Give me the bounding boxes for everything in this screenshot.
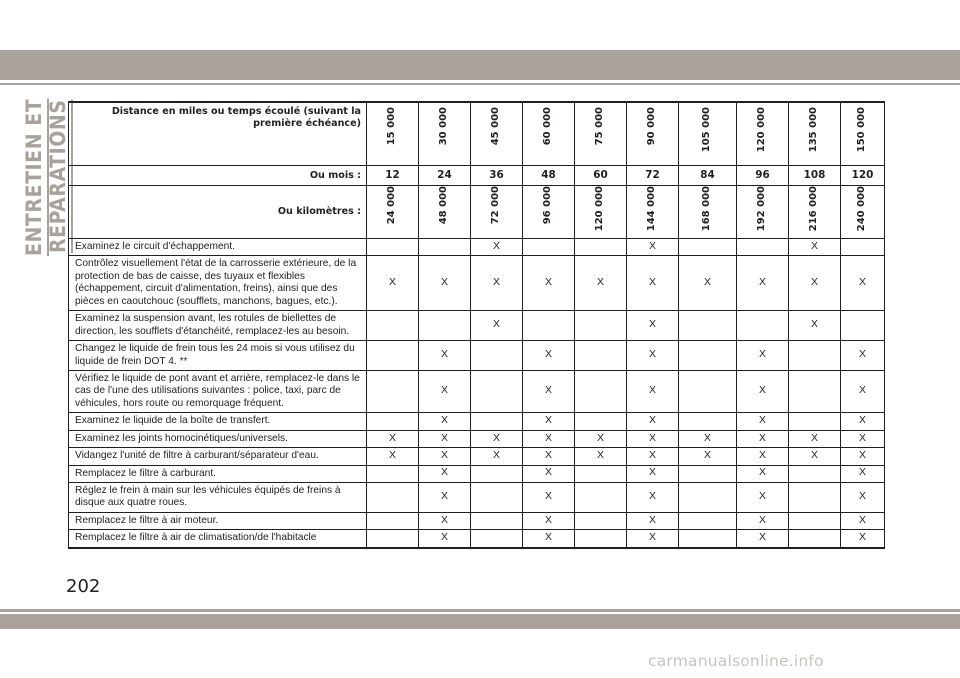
schedule-mark: X [737, 512, 789, 529]
schedule-mark [575, 311, 627, 341]
maintenance-schedule-table [68, 101, 885, 549]
schedule-mark: X [841, 530, 885, 548]
table-row [69, 370, 885, 412]
schedule-mark: X [471, 311, 523, 341]
schedule-mark [471, 512, 523, 529]
schedule-mark: X [737, 448, 789, 465]
schedule-mark: X [367, 430, 419, 447]
task-description: Changez le liquide de frein tous les 24 mois si vous utilisez du liquide de frein DOT 4. ** [69, 341, 367, 371]
schedule-mark [471, 413, 523, 430]
table-row [69, 483, 885, 513]
schedule-mark: X [523, 465, 575, 482]
schedule-mark: X [627, 311, 679, 341]
schedule-mark [789, 370, 841, 412]
task-description: Examinez le circuit d'échappement. [69, 239, 367, 256]
schedule-mark [679, 465, 737, 482]
schedule-mark: X [841, 465, 885, 482]
schedule-mark: X [627, 256, 679, 311]
schedule-mark [679, 239, 737, 256]
schedule-mark: X [841, 483, 885, 513]
schedule-mark [789, 465, 841, 482]
task-description: Examinez les joints homocinétiques/universels. [69, 430, 367, 447]
task-description: Remplacez le filtre à air moteur. [69, 512, 367, 529]
months-value: 12 [367, 166, 419, 186]
schedule-mark: X [419, 512, 471, 529]
km-header-cell [789, 186, 841, 239]
schedule-mark: X [841, 512, 885, 529]
schedule-mark [367, 530, 419, 548]
top-divider [0, 83, 960, 85]
schedule-mark: X [627, 370, 679, 412]
miles-header-cell [737, 102, 789, 166]
schedule-mark: X [523, 448, 575, 465]
schedule-mark [841, 239, 885, 256]
miles-value: 150 000 [856, 107, 868, 153]
schedule-mark [575, 483, 627, 513]
schedule-mark [679, 311, 737, 341]
schedule-mark [575, 370, 627, 412]
schedule-mark: X [523, 413, 575, 430]
task-description: Examinez la suspension avant, les rotules de biellettes de direction, les soufflets d'étanchéité, remplacez-les au besoin. [69, 311, 367, 341]
miles-value: 90 000 [646, 107, 658, 146]
months-value: 48 [523, 166, 575, 186]
bottom-decorative-band [0, 614, 960, 629]
miles-header-cell [789, 102, 841, 166]
schedule-mark [367, 512, 419, 529]
km-value: 144 000 [646, 186, 658, 232]
schedule-mark: X [627, 483, 679, 513]
table-row [69, 530, 885, 548]
schedule-mark: X [627, 430, 679, 447]
km-header-cell [841, 186, 885, 239]
schedule-mark: X [627, 512, 679, 529]
table-row [69, 465, 885, 482]
miles-value: 105 000 [701, 107, 713, 153]
schedule-mark: X [471, 430, 523, 447]
schedule-mark [523, 311, 575, 341]
table-row [69, 341, 885, 371]
schedule-mark [367, 311, 419, 341]
schedule-mark: X [737, 341, 789, 371]
schedule-mark [575, 530, 627, 548]
months-value: 108 [789, 166, 841, 186]
km-header-cell [575, 186, 627, 239]
schedule-mark: X [419, 413, 471, 430]
task-description: Remplacez le filtre à air de climatisation/de l'habitacle [69, 530, 367, 548]
km-header-cell [737, 186, 789, 239]
schedule-mark [367, 370, 419, 412]
km-label: Ou kilomètres : [69, 186, 367, 239]
schedule-mark: X [575, 430, 627, 447]
km-value: 24 000 [386, 186, 398, 225]
schedule-mark [367, 239, 419, 256]
schedule-mark: X [419, 256, 471, 311]
months-value: 72 [627, 166, 679, 186]
schedule-mark: X [789, 430, 841, 447]
months-value: 60 [575, 166, 627, 186]
schedule-mark: X [679, 256, 737, 311]
schedule-mark [471, 370, 523, 412]
table-row [69, 311, 885, 341]
watermark: carmanualsonline.info [648, 652, 824, 670]
km-header-cell [471, 186, 523, 239]
schedule-mark: X [841, 341, 885, 371]
schedule-mark [789, 483, 841, 513]
schedule-mark: X [737, 483, 789, 513]
schedule-mark: X [523, 483, 575, 513]
miles-value: 30 000 [438, 107, 450, 146]
schedule-mark: X [575, 256, 627, 311]
schedule-mark [679, 370, 737, 412]
schedule-mark: X [789, 311, 841, 341]
schedule-mark [367, 483, 419, 513]
schedule-mark: X [523, 370, 575, 412]
schedule-mark [789, 341, 841, 371]
schedule-mark [789, 512, 841, 529]
table-row [69, 256, 885, 311]
schedule-mark: X [419, 448, 471, 465]
schedule-mark: X [737, 370, 789, 412]
schedule-mark [737, 239, 789, 256]
section-side-title: ENTRETIEN ET REPARATIONS [22, 99, 70, 257]
schedule-mark: X [627, 341, 679, 371]
km-header-cell [679, 186, 737, 239]
schedule-mark [679, 483, 737, 513]
task-description: Vidangez l'unité de filtre à carburant/séparateur d'eau. [69, 448, 367, 465]
schedule-mark: X [471, 448, 523, 465]
task-description: Contrôlez visuellement l'état de la carrosserie extérieure, de la protection de bas de caisse, des tuyaux et flexibles (échappement, circuit d'alimentation, freins), ainsi que des pièces en caoutchouc (soufflets, manchons, bagues, etc.). [69, 256, 367, 311]
miles-header-cell [471, 102, 523, 166]
schedule-mark [841, 311, 885, 341]
schedule-mark: X [575, 448, 627, 465]
schedule-mark: X [841, 413, 885, 430]
km-header-cell [627, 186, 679, 239]
schedule-mark: X [471, 256, 523, 311]
task-description: Réglez le frein à main sur les véhicules équipés de freins à disque aux quatre roues. [69, 483, 367, 513]
km-header-cell [419, 186, 471, 239]
schedule-mark [737, 311, 789, 341]
miles-value: 60 000 [542, 107, 554, 146]
schedule-mark: X [789, 256, 841, 311]
schedule-mark: X [419, 370, 471, 412]
schedule-mark [471, 341, 523, 371]
miles-header-cell [523, 102, 575, 166]
schedule-mark [471, 530, 523, 548]
miles-value: 120 000 [756, 107, 768, 153]
schedule-mark [575, 239, 627, 256]
schedule-mark [419, 311, 471, 341]
miles-header-cell [419, 102, 471, 166]
schedule-mark: X [737, 430, 789, 447]
top-decorative-band [0, 50, 960, 80]
miles-value: 135 000 [808, 107, 820, 153]
schedule-mark [679, 530, 737, 548]
miles-value: 15 000 [386, 107, 398, 146]
km-value: 168 000 [701, 186, 713, 232]
months-value: 120 [841, 166, 885, 186]
schedule-mark [679, 512, 737, 529]
miles-header-cell [367, 102, 419, 166]
schedule-mark: X [471, 239, 523, 256]
page-number: 202 [66, 576, 101, 597]
miles-header-cell [679, 102, 737, 166]
schedule-mark [523, 239, 575, 256]
schedule-mark: X [367, 448, 419, 465]
months-label: Ou mois : [69, 166, 367, 186]
schedule-mark: X [627, 530, 679, 548]
miles-value: 45 000 [490, 107, 502, 146]
km-value: 96 000 [542, 186, 554, 225]
schedule-mark: X [841, 256, 885, 311]
schedule-mark: X [627, 413, 679, 430]
schedule-mark: X [737, 530, 789, 548]
task-description: Vérifiez le liquide de pont avant et arrière, remplacez-le dans le cas de l'une des utilisations suivantes : police, taxi, parc de véhicules, hors route ou remorquage fréquent. [69, 370, 367, 412]
schedule-mark: X [419, 465, 471, 482]
schedule-mark [575, 341, 627, 371]
schedule-mark: X [627, 465, 679, 482]
bottom-divider [0, 609, 960, 612]
schedule-mark: X [789, 448, 841, 465]
schedule-mark: X [737, 256, 789, 311]
schedule-mark [471, 483, 523, 513]
schedule-mark [471, 465, 523, 482]
schedule-mark: X [419, 483, 471, 513]
miles-header-row [69, 102, 885, 166]
months-header-row [69, 166, 885, 186]
schedule-mark: X [419, 341, 471, 371]
km-value: 72 000 [490, 186, 502, 225]
schedule-mark: X [523, 430, 575, 447]
schedule-mark: X [523, 530, 575, 548]
km-value: 48 000 [438, 186, 450, 225]
km-value: 192 000 [756, 186, 768, 232]
schedule-mark: X [841, 448, 885, 465]
table-row [69, 239, 885, 256]
schedule-mark: X [523, 512, 575, 529]
months-value: 24 [419, 166, 471, 186]
schedule-mark: X [679, 430, 737, 447]
km-value: 240 000 [856, 186, 868, 232]
schedule-mark: X [841, 430, 885, 447]
schedule-mark: X [523, 341, 575, 371]
schedule-mark [575, 465, 627, 482]
km-header-cell [367, 186, 419, 239]
km-value: 120 000 [594, 186, 606, 232]
miles-header-cell [627, 102, 679, 166]
km-header-row [69, 186, 885, 239]
schedule-mark [679, 341, 737, 371]
task-description: Remplacez le filtre à carburant. [69, 465, 367, 482]
schedule-mark: X [789, 239, 841, 256]
miles-header-cell [575, 102, 627, 166]
table-row [69, 413, 885, 430]
km-value: 216 000 [808, 186, 820, 232]
schedule-mark: X [627, 448, 679, 465]
schedule-mark [789, 413, 841, 430]
schedule-mark [419, 239, 471, 256]
months-value: 36 [471, 166, 523, 186]
task-description: Examinez le liquide de la boîte de transfert. [69, 413, 367, 430]
schedule-mark [367, 413, 419, 430]
schedule-mark [367, 341, 419, 371]
schedule-mark [679, 413, 737, 430]
table-row [69, 448, 885, 465]
schedule-mark [789, 530, 841, 548]
months-value: 96 [737, 166, 789, 186]
schedule-mark: X [367, 256, 419, 311]
schedule-mark [367, 465, 419, 482]
schedule-mark: X [627, 239, 679, 256]
schedule-mark [575, 512, 627, 529]
schedule-mark: X [679, 448, 737, 465]
months-value: 84 [679, 166, 737, 186]
schedule-mark: X [419, 530, 471, 548]
schedule-mark [575, 413, 627, 430]
schedule-mark: X [737, 413, 789, 430]
schedule-mark: X [419, 430, 471, 447]
schedule-mark: X [737, 465, 789, 482]
schedule-mark: X [841, 370, 885, 412]
table-row [69, 430, 885, 447]
km-header-cell [523, 186, 575, 239]
miles-header-cell [841, 102, 885, 166]
distance-label: Distance en miles ou temps écoulé (suivant la première échéance) [69, 102, 367, 166]
schedule-mark: X [523, 256, 575, 311]
table-row [69, 512, 885, 529]
miles-value: 75 000 [594, 107, 606, 146]
